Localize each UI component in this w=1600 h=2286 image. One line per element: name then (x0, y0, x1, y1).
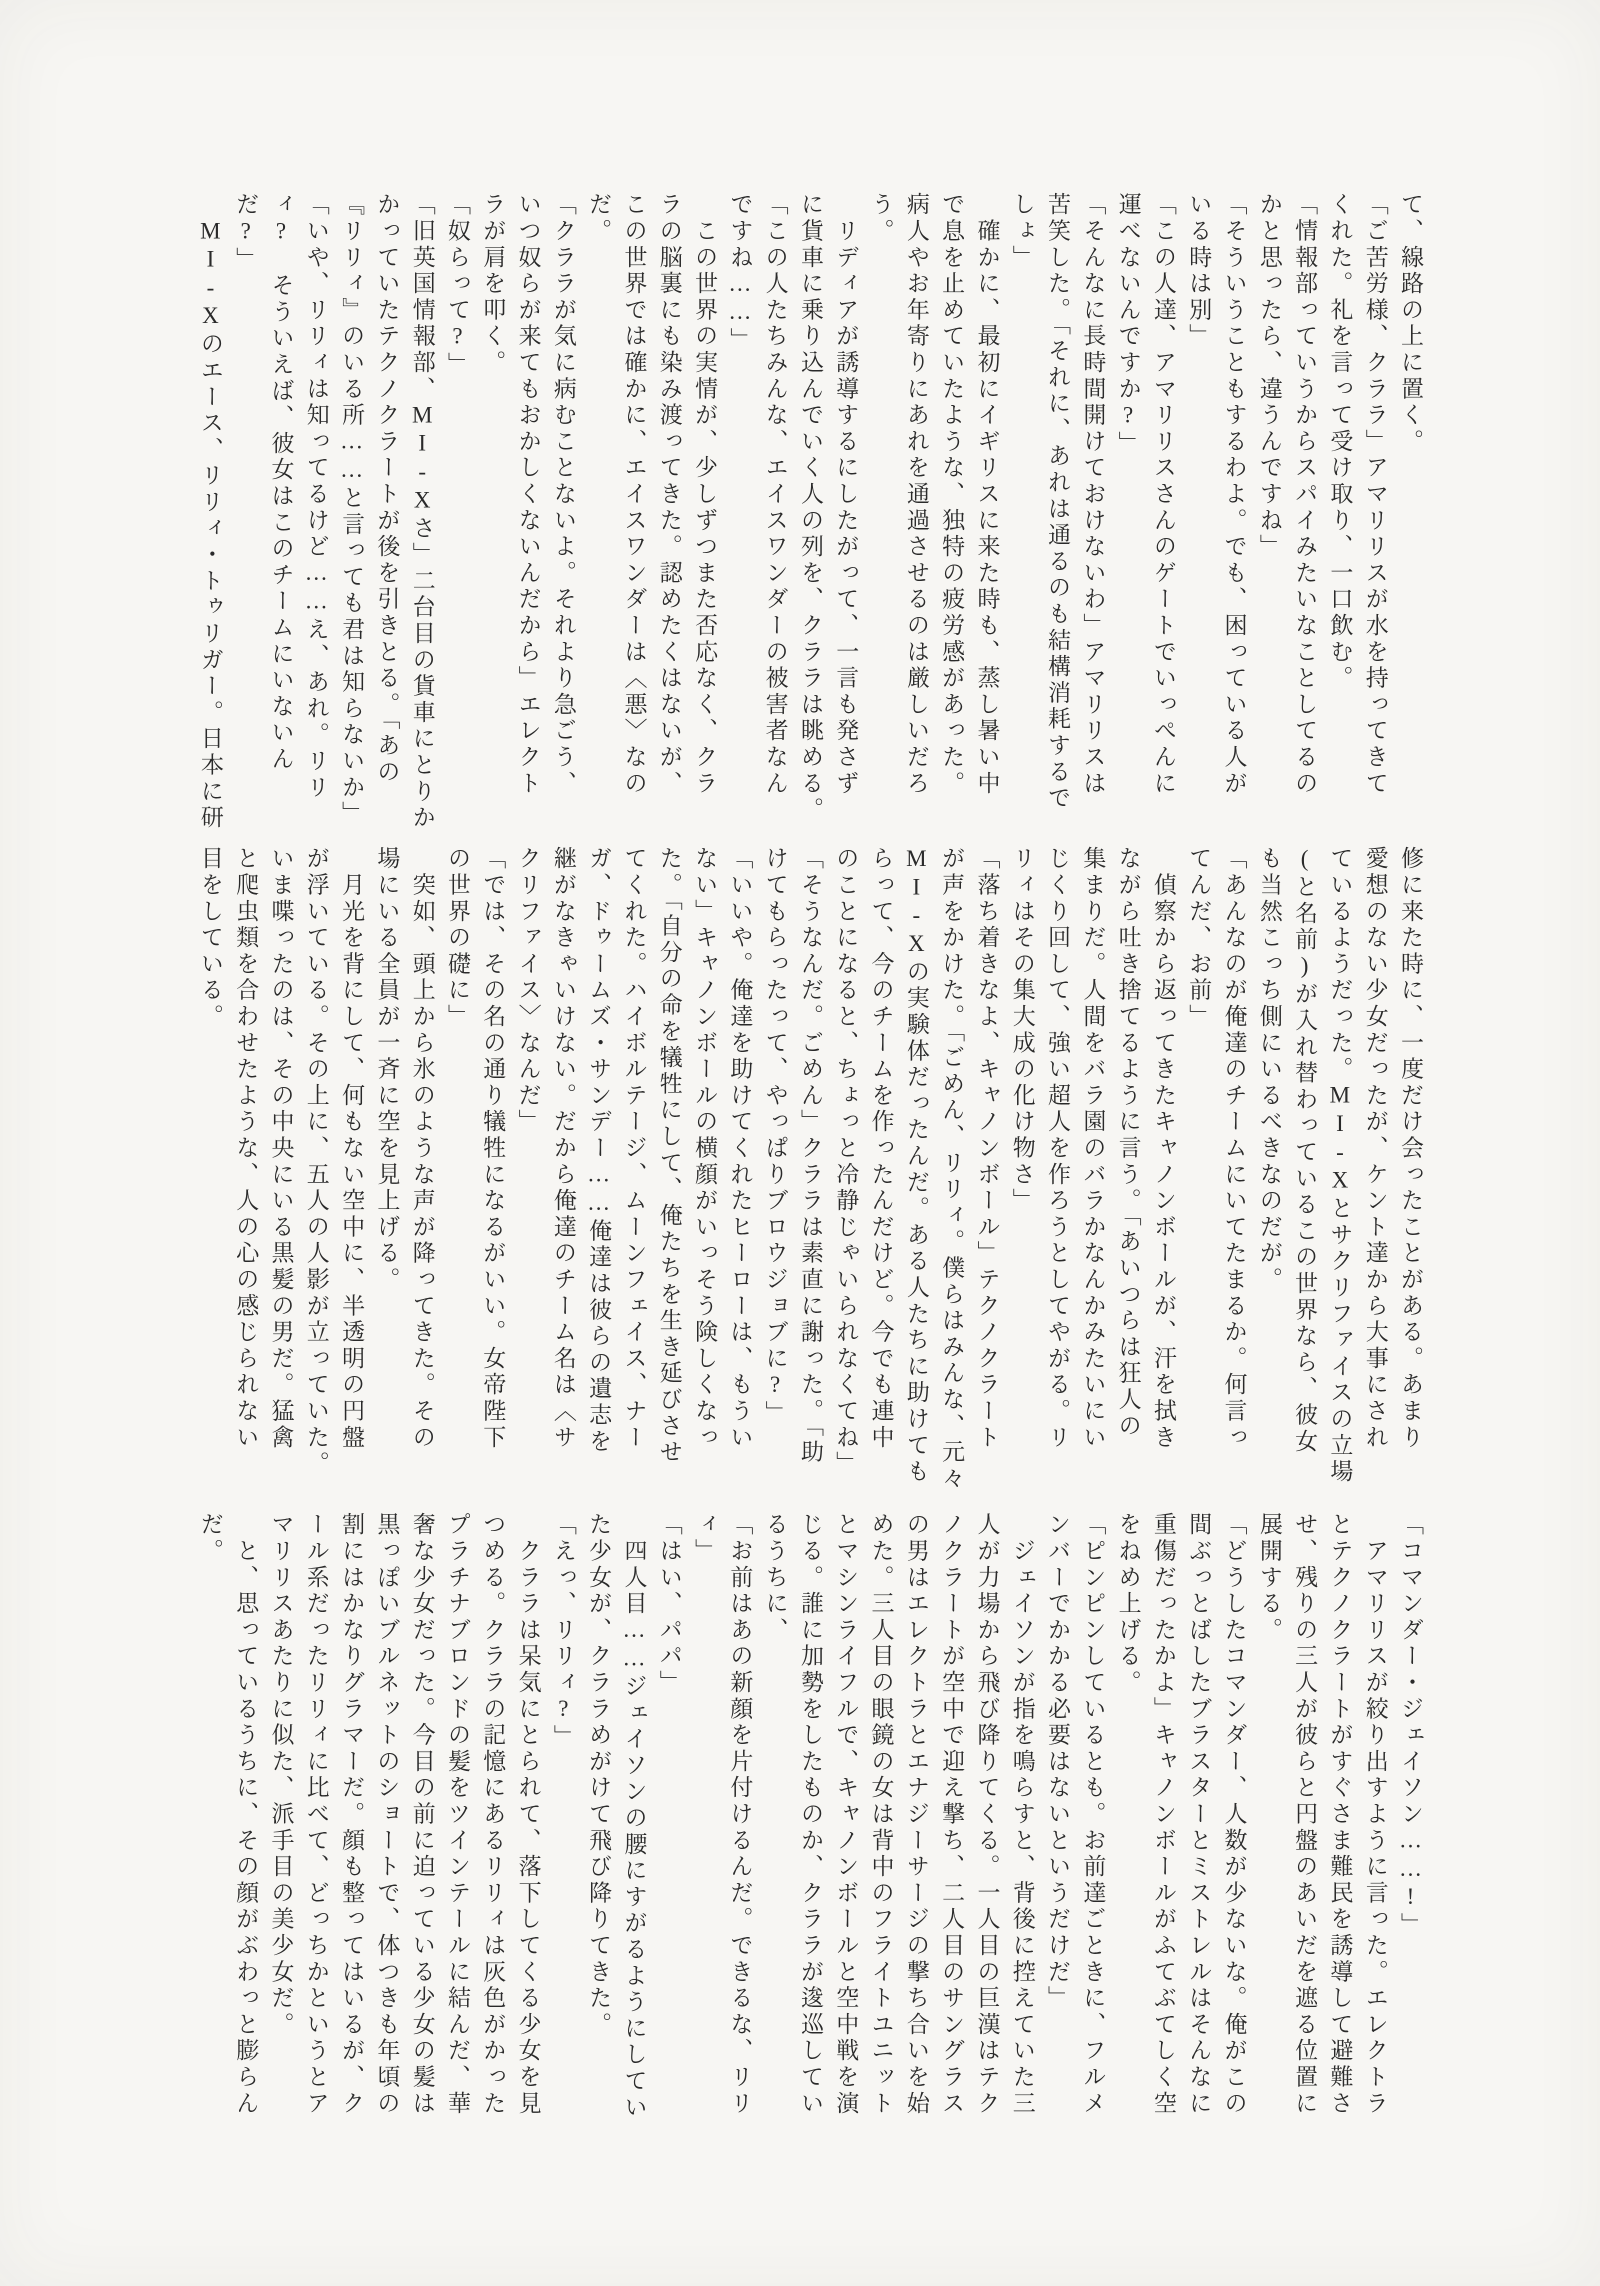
text-column: 愛想のない少女だったが、ケント達から大事にされ (1362, 846, 1388, 1451)
text-column: が浮いている。その上に、五人の人影が立っていた。 (303, 846, 329, 1478)
text-column: が声をかけた。「ごめん、リリィ。僕らはみんな、元々 (939, 846, 965, 1492)
text-column: をねめ上げる。 (1115, 1512, 1141, 1697)
text-column: 確かに、最初にイギリスに来た時も、蒸し暑い中 (974, 192, 1000, 797)
text-column: ながら吐き捨てるように言う。「あいつらは狂人の (1115, 846, 1141, 1440)
text-column: (と名前)が入れ替わっているこの世界なら、彼女 (1292, 846, 1318, 1455)
text-column: 重傷だったかよ」キャノンボールがふてぶてしく空 (1150, 1512, 1176, 2117)
text-column: ィ? そういえば、彼女はこのチームにいないん (268, 192, 294, 773)
text-column: ですね……」 (727, 192, 753, 354)
text-column: MI-Xの実験体だったんだ。ある人たちに助けても (903, 846, 929, 1486)
text-column: 『リリィ』のいる所……と言っても君は知らないか」 (339, 192, 365, 828)
text-column: の世界の礎に」 (444, 846, 470, 1031)
text-column: ガ、ドゥームズ・サンデー……俺達は彼らの遺志を (586, 846, 612, 1455)
text-column: アマリリスが絞り出すように言った。エレクトラ (1362, 1512, 1388, 2117)
text-column: も当然こっち側にいるべきなのだが。 (1256, 846, 1282, 1294)
text-column: ラが肩を叩く。 (480, 192, 506, 377)
text-column: 集まりだ。人間をバラ園のバラかなんかみたいにい (1080, 846, 1106, 1451)
text-column: う。 (868, 192, 894, 245)
text-column: くれた。礼を言って受け取り、一口飲む。 (1327, 192, 1353, 692)
text-column: 「いいや。俺達を助けてくれたヒーローは、もうい (727, 846, 753, 1451)
text-column: 病人やお年寄りにあれを通過させるのは厳しいだろ (903, 192, 929, 797)
text-column: 「ご苦労様、クララ」アマリリスが水を持ってきて (1362, 192, 1388, 797)
text-column: 黒っぽいブルネットのショートで、体つきも年頃の (374, 1512, 400, 2117)
text-column: 「そんなに長時間開けておけないわ」アマリリスは (1080, 192, 1106, 797)
text-column: 「旧英国情報部、MI-Xさ」二台目の貨車にとりか (409, 192, 435, 832)
text-column: ール系だったリリィに比べて、どっちかというとア (303, 1512, 329, 2117)
text-column: つめる。クララの記憶にあるリリィは灰色がかった (480, 1512, 506, 2117)
text-column: けてもらったって、やっぱりブロウジョブに?」 (762, 846, 788, 1427)
text-column: かと思ったら、違うんですね」 (1256, 192, 1282, 561)
text-column: マリリスあたりに似た、派手目の美少女だ。 (268, 1512, 294, 2038)
text-column: じる。誰に加勢をしたものか、クララが逡巡してい (797, 1512, 823, 2117)
text-column: かっていたテクノクラートが後を引きとる。「あの (374, 192, 400, 786)
text-column: プラチナブロンドの髪をツインテールに結んだ、華 (444, 1512, 470, 2117)
text-column: てくれた。ハイボルテージ、ムーンフェイス、ナー (621, 846, 647, 1451)
text-column: 突如、頭上から氷のような声が降ってきた。その (409, 846, 435, 1451)
text-column: だ。 (197, 1512, 223, 1565)
text-column: た。「自分の命を犠牲にして、俺たちを生き延びさせ (656, 846, 682, 1466)
text-column: るうちに、 (762, 1512, 788, 1644)
text-column: た少女が、クララめがけて飛び降りてきた。 (586, 1512, 612, 2038)
text-column: に貨車に乗り込んでいく人の列を、クララは眺める。 (797, 192, 823, 824)
text-column: とマシンライフルで、キャノンボールと空中戦を演 (833, 1512, 859, 2117)
text-column: 「奴らって?」 (444, 192, 470, 379)
text-column: 「では、その名の通り犠牲になるがいい。女帝陛下 (480, 846, 506, 1451)
text-column: 「クララが気に病むことないよ。それより急ごう、 (550, 192, 576, 797)
text-column: 「この人たちみんな、エイスワンダーの被害者なん (762, 192, 788, 797)
text-column: 継がなきゃいけない。だから俺達のチーム名は〈サ (550, 846, 576, 1451)
text-column: 奢な少女だった。今目の前に迫っている少女の髪は (409, 1512, 435, 2117)
text-column: 「そうなんだ。ごめん」クララは素直に謝った。「助 (797, 846, 823, 1466)
text-column: せ、残りの三人が彼らと円盤のあいだを遮る位置に (1292, 1512, 1318, 2117)
text-band-bottom (193, 1512, 1428, 2132)
text-column: 偵察から返ってきたキャノンボールが、汗を拭き (1150, 846, 1176, 1451)
text-column: 「そういうこともするわよ。でも、困っている人が (1221, 192, 1247, 797)
text-column: 月光を背にして、何もない空中に、半透明の円盤 (339, 846, 365, 1451)
text-column: 「いや、リリィは知ってるけど……え、あれ。リリ (303, 192, 329, 801)
text-column: クリファイス〉なんだ」 (515, 846, 541, 1136)
text-column: 「お前はあの新顔を片付けるんだ。できるな、リリ (727, 1512, 753, 2117)
text-column: いる時は別」 (1186, 192, 1212, 350)
text-column: ンバーでかかる必要はないというだけだ」 (1045, 1512, 1071, 2012)
text-column: 「落ち着きなよ、キャノンボール」テクノクラート (974, 846, 1000, 1451)
text-column: のことになると、ちょっと冷静じゃいられなくてね」 (833, 846, 859, 1478)
text-column: 人が力場から飛び降りてくる。一人目の巨漢はテク (974, 1512, 1000, 2117)
text-column: ラの脳裏にも染み渡ってきた。認めたくはないが、 (656, 192, 682, 797)
text-band-middle (193, 846, 1428, 1492)
text-column: の男はエレクトラとエナジーサージの撃ち合いを始 (903, 1512, 929, 2117)
text-column: とテクノクラートがすぐさま難民を誘導して避難さ (1327, 1512, 1353, 2117)
text-column: いま喋ったのは、その中央にいる黒髪の男だ。猛禽 (268, 846, 294, 1451)
text-column: MI-Xのエース、リリィ・トゥリガー。日本に研 (197, 192, 223, 832)
text-column: クララは呆気にとられて、落下してくる少女を見 (515, 1512, 541, 2117)
text-column: と爬虫類を合わせたような、人の心の感じられない (233, 846, 259, 1451)
text-column: て、線路の上に置く。 (1398, 192, 1423, 455)
text-column: リディアが誘導するにしたがって、一言も発さず (833, 192, 859, 797)
text-column: だ?」 (233, 192, 259, 273)
text-column: 修に来た時に、一度だけ会ったことがある。あまり (1398, 846, 1423, 1451)
text-column: ノクラートが空中で迎え撃ち、二人目のサングラス (939, 1512, 965, 2117)
text-column: 「はい、パパ」 (656, 1512, 682, 1697)
text-column: 運べないんですか?」 (1115, 192, 1141, 457)
text-column: この世界では確かに、エイスワンダーは〈悪〉なの (621, 192, 647, 797)
text-column: 四人目……ジェイソンの腰にすがるようにしてい (621, 1512, 647, 2121)
text-column: 「この人達、アマリリスさんのゲートでいっぺんに (1150, 192, 1176, 797)
text-column: しょ」 (1009, 192, 1035, 271)
text-column: 展開する。 (1256, 1512, 1282, 1644)
text-column: いつ奴らが来てもおかしくないんだから」エレクト (515, 192, 541, 797)
text-column: 場にいる全員が一斉に空を見上げる。 (374, 846, 400, 1294)
text-column: で息を止めていたような、独特の疲労感があった。 (939, 192, 965, 797)
text-column: 間ぶっとばしたブラスターとミストレルはそんなに (1186, 1512, 1212, 2117)
text-column: 「情報部っていうからスパイみたいなことしてるの (1292, 192, 1318, 797)
text-column: 「あんなのが俺達のチームにいてたまるか。何言っ (1221, 846, 1247, 1451)
text-column: ィ」 (692, 1512, 718, 1565)
text-column: ジェイソンが指を鳴らすと、背後に控えていた三 (1009, 1512, 1035, 2117)
text-column: リィはその集大成の化け物さ」 (1009, 846, 1035, 1215)
text-column: この世界の実情が、少しずつまた否応なく、クラ (692, 192, 718, 797)
text-column: らって、今のチームを作ったんだけど。今でも連中 (868, 846, 894, 1451)
text-column: 「どうしたコマンダー、人数が少ないな。俺がこの (1221, 1512, 1247, 2117)
text-column: ない」キャノンボールの横顔がいっそう険しくなっ (692, 846, 718, 1451)
text-column: 苦笑した。「それに、あれは通るのも結構消耗するで (1045, 192, 1071, 812)
text-column: ているようだった。MI-Xとサクリファイスの立場 (1327, 846, 1353, 1486)
text-column: 「コマンダー・ジェイソン……!」 (1398, 1512, 1423, 1939)
text-column: 割にはかなりグラマーだ。顔も整ってはいるが、ク (339, 1512, 365, 2117)
text-column: てんだ、お前」 (1186, 846, 1212, 1031)
text-column: じくり回して、強い超人を作ろうとしてやがる。リ (1045, 846, 1071, 1451)
text-band-top (193, 192, 1428, 832)
text-column: 「ピンピンしているとも。お前達ごときに、フルメ (1080, 1512, 1106, 2117)
text-column: だ。 (586, 192, 612, 245)
text-column: 「えっ、リリィ?」 (550, 1512, 576, 1751)
text-column: 目をしている。 (197, 846, 223, 1031)
text-column: と、思っているうちに、その顔がぶわっと膨らん (233, 1512, 259, 2117)
text-column: めた。三人目の眼鏡の女は背中のフライトユニット (868, 1512, 894, 2117)
